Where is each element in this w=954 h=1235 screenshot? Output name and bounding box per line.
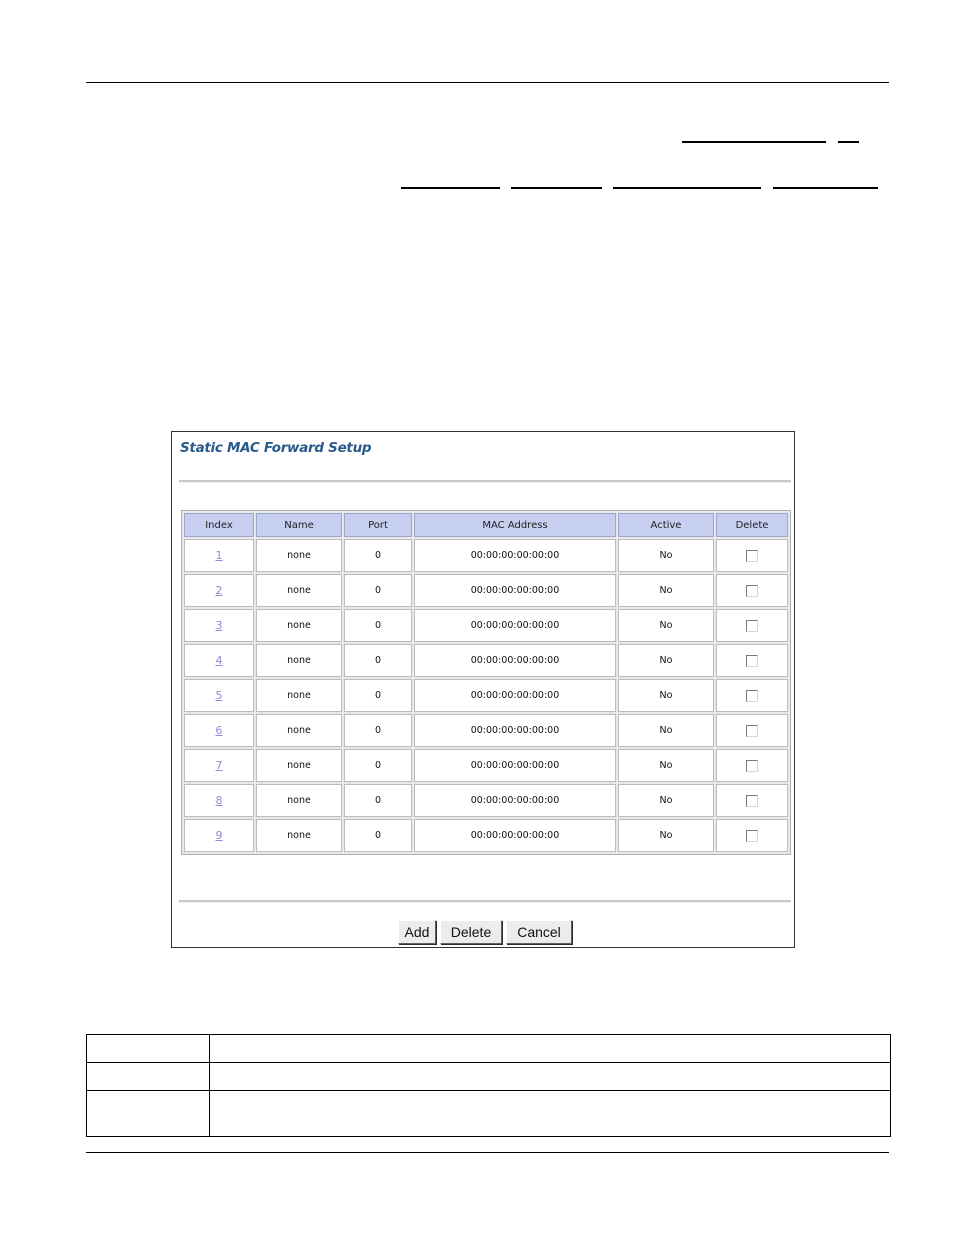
- table-row: [184, 784, 788, 817]
- column-header-name: Name: [256, 513, 342, 537]
- port-cell: 0: [344, 574, 412, 607]
- delete-checkbox[interactable]: [746, 585, 758, 597]
- index-link[interactable]: 9: [215, 829, 223, 842]
- port-cell: 0: [344, 784, 412, 817]
- buttons-separator: [179, 900, 791, 903]
- delete-checkbox[interactable]: [746, 655, 758, 667]
- active-cell: No: [618, 609, 714, 642]
- table-row: [184, 574, 788, 607]
- table-cell: [87, 1091, 210, 1137]
- name-cell: none: [256, 539, 342, 572]
- active-cell: No: [618, 574, 714, 607]
- index-link[interactable]: 2: [215, 584, 223, 597]
- redacted-text-line: [682, 141, 826, 143]
- delete-checkbox[interactable]: [746, 620, 758, 632]
- static-mac-table: [181, 510, 791, 855]
- mac-address-cell: 00:00:00:00:00:00: [414, 749, 616, 782]
- mac-address-cell: 00:00:00:00:00:00: [414, 609, 616, 642]
- table-cell: [87, 1063, 210, 1091]
- add-button[interactable]: Add: [398, 920, 436, 944]
- redacted-text-line: [773, 187, 878, 189]
- active-cell: No: [618, 679, 714, 712]
- active-cell: No: [618, 644, 714, 677]
- index-link[interactable]: 1: [215, 549, 223, 562]
- redacted-text-line: [613, 187, 761, 189]
- active-cell: No: [618, 749, 714, 782]
- column-header-port: Port: [344, 513, 412, 537]
- mac-address-cell: 00:00:00:00:00:00: [414, 784, 616, 817]
- port-cell: 0: [344, 644, 412, 677]
- port-cell: 0: [344, 749, 412, 782]
- delete-checkbox[interactable]: [746, 725, 758, 737]
- name-cell: none: [256, 609, 342, 642]
- title-separator: [179, 480, 791, 483]
- table-row: [184, 679, 788, 712]
- name-cell: none: [256, 784, 342, 817]
- table-header-row: [184, 513, 788, 537]
- port-cell: 0: [344, 819, 412, 852]
- mac-address-cell: 00:00:00:00:00:00: [414, 644, 616, 677]
- redacted-text-line: [401, 187, 500, 189]
- name-cell: none: [256, 749, 342, 782]
- index-link[interactable]: 7: [215, 759, 223, 772]
- active-cell: No: [618, 714, 714, 747]
- redacted-text-line: [511, 187, 602, 189]
- table-row: [184, 819, 788, 852]
- delete-checkbox[interactable]: [746, 760, 758, 772]
- table-row: [87, 1063, 891, 1091]
- delete-button[interactable]: Delete: [440, 920, 502, 944]
- index-link[interactable]: 3: [215, 619, 223, 632]
- table-row: [184, 539, 788, 572]
- index-link[interactable]: 4: [215, 654, 223, 667]
- delete-checkbox[interactable]: [746, 690, 758, 702]
- active-cell: No: [618, 539, 714, 572]
- table-row: [87, 1091, 891, 1137]
- page-top-rule: [86, 82, 889, 83]
- table-row: [87, 1035, 891, 1063]
- table-row: [184, 644, 788, 677]
- name-cell: none: [256, 819, 342, 852]
- name-cell: none: [256, 644, 342, 677]
- index-link[interactable]: 8: [215, 794, 223, 807]
- index-link[interactable]: 6: [215, 724, 223, 737]
- table-cell: [210, 1035, 891, 1063]
- table-cell: [210, 1091, 891, 1137]
- port-cell: 0: [344, 539, 412, 572]
- table-cell: [210, 1063, 891, 1091]
- screen-title: Static MAC Forward Setup: [180, 440, 372, 456]
- port-cell: 0: [344, 714, 412, 747]
- static-mac-forward-screen: [171, 431, 795, 948]
- port-cell: 0: [344, 679, 412, 712]
- port-cell: 0: [344, 609, 412, 642]
- table-cell: [87, 1035, 210, 1063]
- table-row: [184, 714, 788, 747]
- name-cell: none: [256, 679, 342, 712]
- name-cell: none: [256, 714, 342, 747]
- delete-checkbox[interactable]: [746, 795, 758, 807]
- mac-address-cell: 00:00:00:00:00:00: [414, 574, 616, 607]
- active-cell: No: [618, 784, 714, 817]
- redacted-text-line: [838, 141, 859, 143]
- table-row: [184, 609, 788, 642]
- page-bottom-rule: [86, 1152, 889, 1153]
- field-description-table: [86, 1034, 891, 1137]
- active-cell: No: [618, 819, 714, 852]
- name-cell: none: [256, 574, 342, 607]
- mac-address-cell: 00:00:00:00:00:00: [414, 539, 616, 572]
- delete-checkbox[interactable]: [746, 830, 758, 842]
- delete-checkbox[interactable]: [746, 550, 758, 562]
- column-header-delete: Delete: [716, 513, 788, 537]
- column-header-mac-address: MAC Address: [414, 513, 616, 537]
- mac-address-cell: 00:00:00:00:00:00: [414, 819, 616, 852]
- table-row: [184, 749, 788, 782]
- cancel-button[interactable]: Cancel: [506, 920, 572, 944]
- index-link[interactable]: 5: [215, 689, 223, 702]
- column-header-active: Active: [618, 513, 714, 537]
- mac-address-cell: 00:00:00:00:00:00: [414, 679, 616, 712]
- mac-address-cell: 00:00:00:00:00:00: [414, 714, 616, 747]
- column-header-index: Index: [184, 513, 254, 537]
